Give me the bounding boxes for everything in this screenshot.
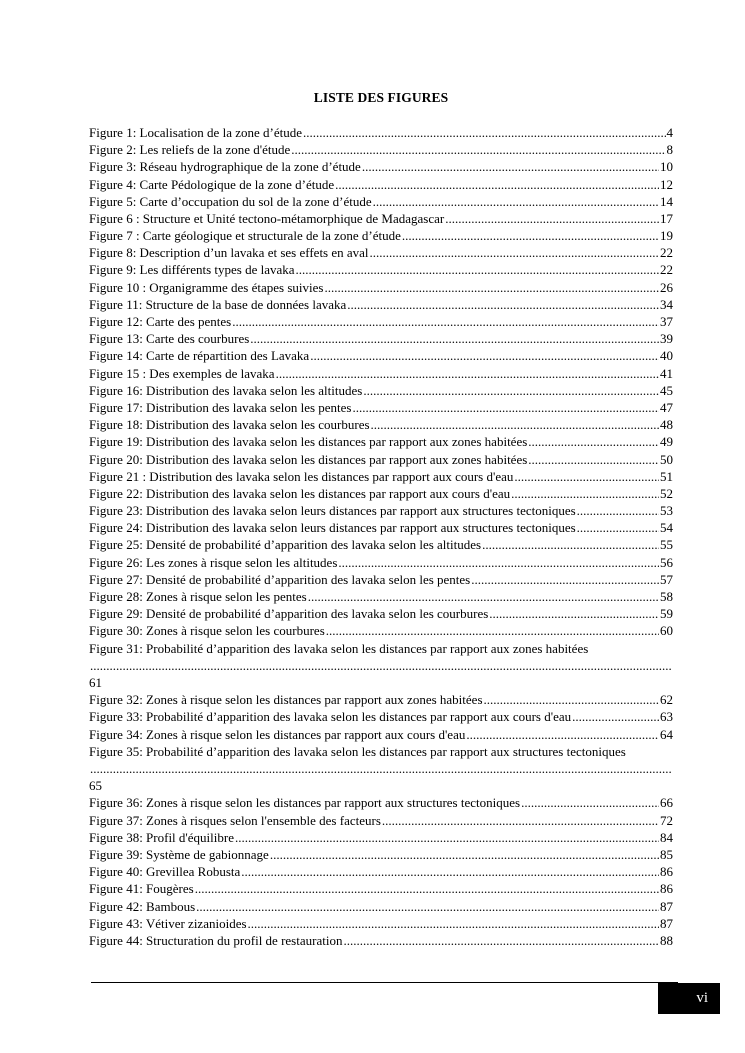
dot-leader: [362, 158, 659, 175]
dot-leader: [276, 365, 659, 382]
toc-entry-page: 88: [660, 932, 673, 948]
toc-entry-label: Figure 36: Zones à risque selon les distances par rapport aux structures tectoniques: [89, 795, 521, 811]
dot-leader: [363, 382, 659, 399]
toc-entry-label: Figure 32: Zones à risque selon les distances par rapport aux zones habitées: [89, 692, 483, 708]
toc-entry-page: 86: [660, 864, 673, 880]
toc-entry-page: 34: [660, 296, 673, 312]
toc-entry-label: Figure 12: Carte des pentes: [89, 314, 232, 330]
dot-leader: [195, 880, 659, 897]
toc-entry-label: Figure 44: Structuration du profil de restauration: [89, 932, 343, 948]
toc-entry-label: Figure 20: Distribution des lavaka selon les distances par rapport aux zones habitées: [89, 451, 528, 467]
dot-leader: [248, 915, 659, 932]
toc-entry-page: 86: [660, 881, 673, 897]
toc-entry[interactable]: [89, 829, 673, 846]
toc-entry[interactable]: [89, 605, 673, 622]
toc-entry[interactable]: [89, 210, 673, 227]
toc-entry-page: 49: [660, 434, 673, 450]
toc-entry-page: 58: [660, 589, 673, 605]
toc-entry-label: Figure 30: Zones à risque selon les courbures: [89, 623, 325, 639]
toc-entry-label: Figure 22: Distribution des lavaka selon les distances par rapport aux cours d'eau: [89, 485, 511, 501]
toc-entry-page: 37: [660, 314, 673, 330]
toc-entry-label: Figure 13: Carte des courbures: [89, 331, 250, 347]
dot-leader: [489, 605, 659, 622]
toc-entry-page: 56: [660, 554, 673, 570]
dot-leader: [572, 708, 659, 725]
toc-entry[interactable]: [89, 863, 673, 880]
toc-entry-page: 12: [660, 176, 673, 192]
toc-entry[interactable]: [89, 227, 673, 244]
toc-entry-page: 52: [660, 485, 673, 501]
toc-entry-label: Figure 23: Distribution des lavaka selon leurs distances par rapport aux structures tectoniques: [89, 503, 576, 519]
toc-entry-label: Figure 24: Distribution des lavaka selon leurs distances par rapport aux structures tectoniques: [89, 520, 576, 536]
toc-entry-label: Figure 27: Densité de probabilité d’apparition des lavaka selon les pentes: [89, 571, 471, 587]
toc-entry[interactable]: [89, 743, 673, 795]
toc-entry[interactable]: [89, 794, 673, 811]
dot-leader: [466, 726, 659, 743]
toc-entry-label: Figure 18: Distribution des lavaka selon les courbures: [89, 417, 370, 433]
toc-entry-label: Figure 29: Densité de probabilité d’apparition des lavaka selon les courbures: [89, 606, 489, 622]
toc-entry-label: Figure 1: Localisation de la zone d’étude: [89, 124, 302, 140]
toc-entry-label: Figure 40: Grevillea Robusta: [89, 864, 241, 880]
toc-entry-label: Figure 43: Vétiver zizanioides: [89, 915, 247, 931]
dot-leader: [241, 863, 659, 880]
toc-entry-page: 60: [660, 623, 673, 639]
dot-leader: [310, 347, 659, 364]
toc-entry[interactable]: [89, 313, 673, 330]
toc-entry-label: Figure 28: Zones à risque selon les pentes: [89, 589, 307, 605]
dot-leader: [308, 588, 659, 605]
toc-entry[interactable]: [89, 176, 673, 193]
toc-entry-label: Figure 34: Zones à risque selon les distances par rapport aux cours d'eau: [89, 726, 466, 742]
toc-entry[interactable]: [89, 708, 673, 725]
toc-entry-label: Figure 6 : Structure et Unité tectono-métamorphique de Madagascar: [89, 210, 445, 226]
toc-entry-page: 59: [660, 606, 673, 622]
toc-entry[interactable]: [89, 880, 673, 897]
dot-leader: [296, 261, 659, 278]
dot-leader: [402, 227, 659, 244]
toc-entry-page: 41: [660, 365, 673, 381]
dot-leader: [445, 210, 659, 227]
toc-entry-page: 17: [660, 210, 673, 226]
toc-entry-page: 72: [660, 812, 673, 828]
toc-entry-page: 8: [666, 142, 673, 158]
toc-entry[interactable]: [89, 399, 673, 416]
dot-leader: [528, 433, 659, 450]
toc-entry-page: 61: [89, 675, 102, 691]
toc-entry-label: Figure 14: Carte de répartition des Lavaka: [89, 348, 310, 364]
toc-entry[interactable]: [89, 898, 673, 915]
toc-entry-label: Figure 33: Probabilité d’apparition des lavaka selon les distances par rapport aux cours d'eau: [89, 709, 572, 725]
dot-leader: [270, 846, 659, 863]
toc-entry[interactable]: [89, 244, 673, 261]
dot-leader: [521, 794, 659, 811]
toc-entry-label: Figure 16: Distribution des lavaka selon les altitudes: [89, 382, 363, 398]
toc-entry[interactable]: [89, 932, 673, 949]
toc-entry[interactable]: [89, 691, 673, 708]
toc-entry[interactable]: [89, 451, 673, 468]
dot-leader: [90, 657, 672, 674]
dot-leader: [232, 313, 659, 330]
toc-entry-label: Figure 9: Les différents types de lavaka: [89, 262, 295, 278]
toc-entry-page: 64: [660, 726, 673, 742]
toc-entry-page: 4: [666, 124, 673, 140]
dot-leader: [371, 416, 659, 433]
figure-list: [89, 124, 673, 949]
dot-leader: [528, 451, 659, 468]
toc-entry-label: Figure 3: Réseau hydrographique de la zone d’étude: [89, 159, 361, 175]
dot-leader: [335, 176, 659, 193]
footer-rule: [91, 982, 678, 983]
dot-leader: [482, 536, 659, 553]
page-number-badge: [658, 983, 720, 1014]
dot-leader: [577, 502, 659, 519]
toc-entry[interactable]: [89, 279, 673, 296]
toc-entry[interactable]: [89, 382, 673, 399]
toc-entry[interactable]: [89, 846, 673, 863]
dot-leader: [235, 829, 659, 846]
toc-entry-page: 19: [660, 228, 673, 244]
dot-leader: [370, 244, 659, 261]
toc-entry-page: 62: [660, 692, 673, 708]
toc-entry-label: Figure 17: Distribution des lavaka selon les pentes: [89, 399, 352, 415]
toc-entry[interactable]: [89, 640, 673, 692]
dot-leader: [343, 932, 659, 949]
toc-entry-page: 22: [660, 262, 673, 278]
toc-entry-page: 40: [660, 348, 673, 364]
dot-leader: [291, 141, 665, 158]
toc-entry-label: Figure 8: Description d’un lavaka et ses effets en aval: [89, 245, 369, 261]
toc-entry-page: 48: [660, 417, 673, 433]
toc-entry-label: Figure 35: Probabilité d’apparition des lavaka selon les distances par rapport aux structures tectoniques: [89, 743, 626, 759]
toc-entry[interactable]: [89, 915, 673, 932]
toc-entry[interactable]: [89, 622, 673, 639]
toc-entry-label: Figure 21 : Distribution des lavaka selon les distances par rapport aux cours d'eau: [89, 468, 514, 484]
dot-leader: [326, 622, 659, 639]
toc-entry[interactable]: [89, 588, 673, 605]
toc-entry-page: 10: [660, 159, 673, 175]
toc-entry-page: 55: [660, 537, 673, 553]
toc-entry-page: 63: [660, 709, 673, 725]
toc-entry-page: 22: [660, 245, 673, 261]
toc-entry-page: 65: [89, 778, 102, 794]
dot-leader: [484, 691, 660, 708]
toc-entry-page: 53: [660, 503, 673, 519]
toc-entry[interactable]: [89, 365, 673, 382]
dot-leader: [324, 279, 659, 296]
toc-entry-label: Figure 7 : Carte géologique et structurale de la zone d’étude: [89, 228, 401, 244]
dot-leader: [577, 519, 659, 536]
dot-leader: [90, 760, 672, 777]
toc-entry[interactable]: [89, 468, 673, 485]
toc-entry-page: 66: [660, 795, 673, 811]
toc-entry[interactable]: [89, 141, 673, 158]
toc-entry[interactable]: [89, 330, 673, 347]
toc-entry-page: 57: [660, 571, 673, 587]
toc-entry[interactable]: [89, 347, 673, 364]
toc-entry-page: 50: [660, 451, 673, 467]
toc-entry[interactable]: [89, 158, 673, 175]
dot-leader: [303, 124, 666, 141]
toc-entry-label: Figure 5: Carte d’occupation du sol de la zone d’étude: [89, 193, 372, 209]
toc-entry-page: 87: [660, 898, 673, 914]
toc-entry-label: Figure 37: Zones à risques selon l'ensemble des facteurs: [89, 812, 381, 828]
page-title: LISTE DES FIGURES: [313, 90, 449, 105]
toc-entry-label: Figure 42: Bambous: [89, 898, 196, 914]
toc-entry[interactable]: [89, 812, 673, 829]
toc-entry[interactable]: [89, 296, 673, 313]
toc-entry-label: Figure 11: Structure de la base de données lavaka: [89, 296, 347, 312]
page-number: vi: [696, 990, 708, 1006]
toc-entry[interactable]: [89, 571, 673, 588]
dot-leader: [352, 399, 659, 416]
toc-entry[interactable]: [89, 416, 673, 433]
toc-entry[interactable]: [89, 537, 673, 554]
toc-entry[interactable]: [89, 519, 673, 536]
dot-leader: [196, 898, 659, 915]
toc-entry-label: Figure 2: Les reliefs de la zone d'étude: [89, 142, 291, 158]
toc-entry-label: Figure 15 : Des exemples de lavaka: [89, 365, 275, 381]
toc-entry-page: 85: [660, 846, 673, 862]
toc-entry[interactable]: [89, 193, 673, 210]
toc-entry-page: 45: [660, 382, 673, 398]
dot-leader: [373, 193, 659, 210]
toc-entry[interactable]: [89, 502, 673, 519]
dot-leader: [250, 330, 659, 347]
dot-leader: [338, 554, 659, 571]
toc-entry[interactable]: [89, 554, 673, 571]
toc-entry-page: 54: [660, 520, 673, 536]
toc-entry-label: Figure 38: Profil d'équilibre: [89, 829, 234, 845]
dot-leader: [514, 468, 659, 485]
toc-entry-label: Figure 26: Les zones à risque selon les altitudes: [89, 554, 338, 570]
toc-entry-page: 84: [660, 829, 673, 845]
toc-entry-page: 14: [660, 193, 673, 209]
toc-entry-page: 51: [660, 468, 673, 484]
toc-entry-page: 26: [660, 279, 673, 295]
toc-entry[interactable]: [89, 726, 673, 743]
toc-entry-label: Figure 4: Carte Pédologique de la zone d’étude: [89, 176, 335, 192]
toc-entry-label: Figure 25: Densité de probabilité d’apparition des lavaka selon les altitudes: [89, 537, 482, 553]
toc-entry-label: Figure 19: Distribution des lavaka selon les distances par rapport aux zones habitées: [89, 434, 528, 450]
toc-entry[interactable]: [89, 262, 673, 279]
toc-entry[interactable]: [89, 124, 673, 141]
toc-entry-page: 87: [660, 915, 673, 931]
dot-leader: [511, 485, 659, 502]
toc-entry-page: 47: [660, 399, 673, 415]
toc-entry[interactable]: [89, 485, 673, 502]
toc-entry-label: Figure 10 : Organigramme des étapes suivies: [89, 279, 324, 295]
toc-entry[interactable]: [89, 433, 673, 450]
toc-entry-label: Figure 41: Fougères: [89, 881, 194, 897]
toc-entry-label: Figure 31: Probabilité d’apparition des lavaka selon les distances par rapport aux zones habitées: [89, 640, 589, 656]
dot-leader: [382, 812, 659, 829]
toc-entry-page: 39: [660, 331, 673, 347]
dot-leader: [471, 571, 659, 588]
dot-leader: [347, 296, 659, 313]
toc-entry-label: Figure 39: Système de gabionnage: [89, 846, 269, 862]
